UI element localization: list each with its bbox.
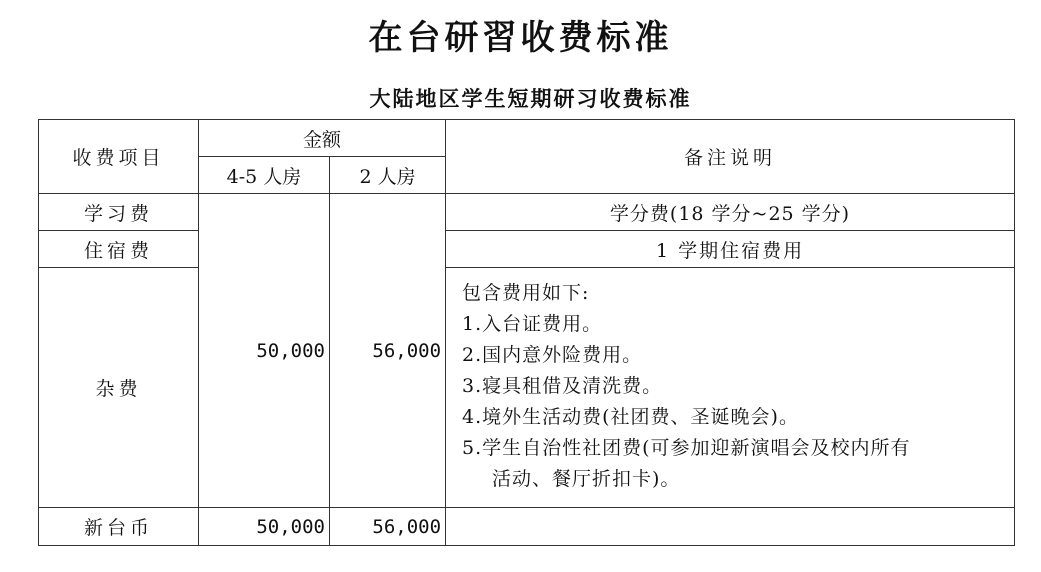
table-subtitle: 大陆地区学生短期研习收费标准 [369,87,692,111]
row-label-lodging: 住宿费 [39,231,199,268]
remark-item: 3.寝具租借及清洗费。 [462,375,663,397]
table-row [39,508,1015,546]
table-row [39,268,1015,508]
fee-table [38,119,1015,546]
row-label-tuition: 学习费 [39,194,199,231]
header-room-b: 2 人房 [330,157,446,194]
page-title: 在台研習收费标准 [368,18,673,58]
header-room-a: 4-5 人房 [199,157,330,194]
table-row [39,194,1015,231]
total-amount-a: 50,000 [199,508,330,546]
row-remark-tuition: 学分费(18 学分~25 学分) [446,194,1015,231]
remark-item: 5.学生自治性社团费(可参加迎新演唱会及校内所有 [462,437,911,459]
remark-item: 1.入台证费用。 [462,313,603,335]
row-remark-misc [446,268,1015,508]
misc-amount-a: 50,000 [199,194,330,508]
remark-item: 4.境外生活动费(社团费、圣诞晚会)。 [462,406,799,428]
header-remarks: 备注说明 [446,120,1015,194]
row-label-total: 新台币 [39,508,199,546]
remark-item: 活动、餐厅折扣卡)。 [492,468,681,490]
table-row [39,231,1015,268]
misc-amount-b: 56,000 [330,194,446,508]
header-row [39,120,1015,157]
total-amount-b: 56,000 [330,508,446,546]
remark-intro: 包含费用如下: [462,282,590,304]
header-amount: 金额 [199,120,446,157]
row-remark-total [446,508,1015,546]
remark-item: 2.国内意外险费用。 [462,344,643,366]
header-item: 收费项目 [39,120,199,194]
row-remark-lodging: 1 学期住宿费用 [446,231,1015,268]
row-label-misc: 杂费 [39,268,199,508]
